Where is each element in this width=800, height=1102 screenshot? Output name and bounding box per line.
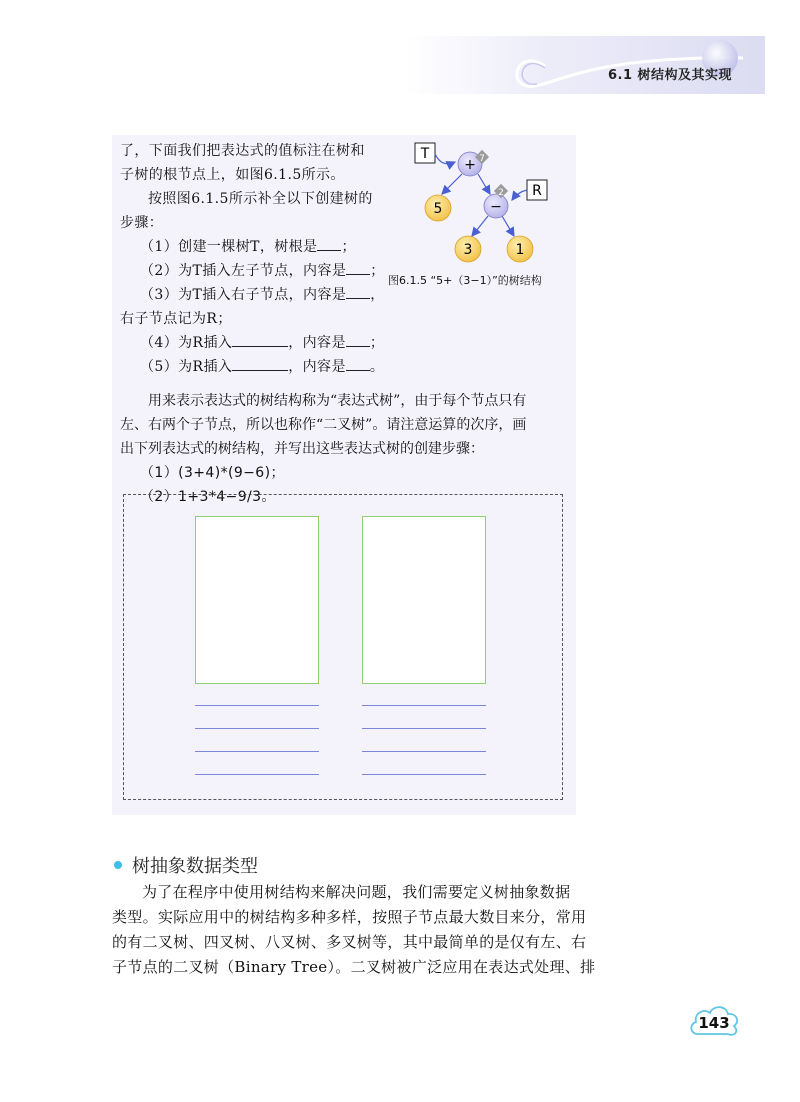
- step-5: [140, 355, 384, 379]
- tag-minus-label: 2: [498, 188, 504, 198]
- page-number: 143: [698, 1014, 730, 1032]
- label-T: T: [420, 146, 430, 162]
- answer-line[interactable]: [362, 705, 486, 706]
- exercise-2: （2）1+3*4−9/3。: [140, 489, 276, 505]
- bullet-icon: [114, 861, 122, 869]
- arrow-T: [435, 154, 455, 164]
- step-2: [140, 259, 385, 283]
- step-5-blank-a: [232, 355, 288, 371]
- step-5-mid: ，内容是: [288, 359, 346, 375]
- arrow-R: [512, 190, 527, 200]
- answer-line[interactable]: [195, 774, 319, 775]
- step-5-blank-b: [346, 355, 370, 371]
- step-3-blank: [346, 283, 370, 299]
- figure-caption: 图6.1.5 “5+（3−1）”的树结构: [388, 274, 542, 287]
- section-title-text: 树抽象数据类型: [132, 856, 258, 877]
- tag-root-label: 7: [479, 154, 485, 164]
- node-minus-label: −: [490, 199, 502, 215]
- step-1-text: （1）创建一棵树T，树根是: [140, 239, 318, 255]
- panel-line-2: 子树的根节点上，如图6.1.5所示。: [120, 167, 345, 183]
- para2-line-3: 出下列表达式的树结构，并写出这些表达式树的创建步骤：: [120, 441, 484, 457]
- answer-line[interactable]: [362, 774, 486, 775]
- panel-line-3: 按照图6.1.5所示补全以下创建树的: [148, 191, 373, 207]
- chapter-header-title: 6.1 树结构及其实现: [608, 68, 733, 83]
- step-5-suffix: 。: [369, 359, 385, 375]
- step-2-text: （2）为T插入左子节点，内容是: [140, 263, 347, 279]
- step-1-blank: [317, 235, 341, 251]
- section-heading: [114, 852, 258, 878]
- section-paragraph: [112, 880, 596, 980]
- edge-minus-3: [472, 216, 488, 236]
- answer-line[interactable]: [195, 728, 319, 729]
- para2-line-2: 左、右两个子节点，所以也称作“二叉树”。请注意运算的次序，画: [120, 417, 527, 433]
- step-4-suffix: ；: [369, 335, 385, 351]
- step-3-suffix: ，: [370, 287, 385, 303]
- step-2-suffix: ；: [370, 263, 385, 279]
- step-2-blank: [346, 259, 370, 275]
- body-line-3: 的有二叉树、四叉树、八叉树、多叉树等，其中最简单的是仅有左、右: [112, 933, 587, 951]
- drawing-box-1[interactable]: [195, 516, 319, 684]
- panel-line-4: 步骤：: [120, 215, 164, 231]
- answer-area: [123, 494, 563, 800]
- node-plus-label: +: [464, 157, 476, 173]
- edge-plus-5: [442, 174, 462, 194]
- node-5-label: 5: [433, 201, 443, 217]
- node-3-label: 3: [463, 242, 473, 258]
- step-4-mid: ，内容是: [288, 335, 346, 351]
- step-3-continued: 右子节点记为R；: [120, 311, 232, 327]
- step-1-suffix: ；: [341, 239, 356, 255]
- node-1-label: 1: [515, 242, 525, 258]
- answer-line[interactable]: [362, 751, 486, 752]
- label-R: R: [532, 183, 542, 199]
- page-number-cloud-icon: [688, 1000, 740, 1040]
- edge-plus-minus: [478, 174, 490, 194]
- drawing-box-2[interactable]: [362, 516, 486, 684]
- panel-line-1: 了，下面我们把表达式的值标注在树和: [120, 143, 365, 159]
- body-line-4: 子节点的二叉树（Binary Tree）。二叉树被广泛应用在表达式处理、排: [112, 958, 596, 976]
- exercise-1: （1）(3+4)*(9−6)；: [140, 465, 285, 481]
- body-line-2: 类型。实际应用中的树结构多种多样，按照子节点最大数目来分，常用: [112, 908, 587, 926]
- step-4-blank-b: [346, 331, 370, 347]
- step-3: [140, 283, 385, 307]
- answer-line[interactable]: [362, 728, 486, 729]
- step-3-text: （3）为T插入右子节点，内容是: [140, 287, 347, 303]
- step-4-text: （4）为R插入: [140, 335, 233, 351]
- body-line-1: 为了在程序中使用树结构来解决问题，我们需要定义树抽象数据: [142, 883, 571, 901]
- answer-line[interactable]: [195, 705, 319, 706]
- step-4: [140, 331, 384, 355]
- step-5-text: （5）为R插入: [140, 359, 233, 375]
- answer-line[interactable]: [195, 751, 319, 752]
- edge-minus-1: [502, 216, 514, 236]
- step-4-blank-a: [232, 331, 288, 347]
- para2-line-1: 用来表示表达式的树结构称为“表达式树”，由于每个节点只有: [148, 393, 527, 409]
- step-1: [140, 235, 356, 259]
- expression-tree-figure: [410, 138, 580, 272]
